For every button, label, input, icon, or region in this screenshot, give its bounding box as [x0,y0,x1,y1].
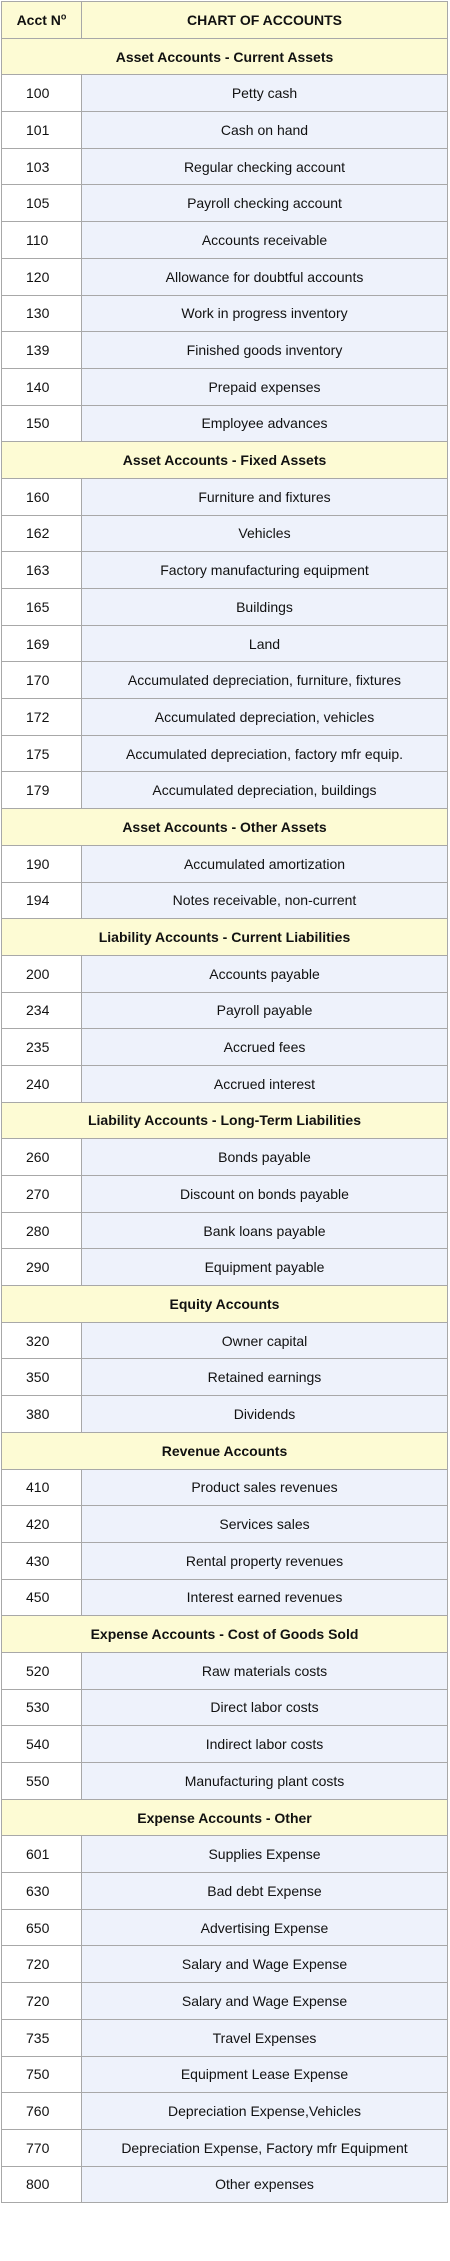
account-number: 735 [2,2019,82,2056]
account-name: Vehicles [82,515,448,552]
table-row [2,112,448,149]
account-number: 110 [2,222,82,259]
account-number: 175 [2,735,82,772]
account-name: Direct labor costs [82,1689,448,1726]
table-row [2,2019,448,2056]
table-row [2,1065,448,1102]
account-name: Retained earnings [82,1359,448,1396]
account-name: Supplies Expense [82,1836,448,1873]
account-name: Depreciation Expense, Factory mfr Equipment [82,2129,448,2166]
table-row [2,1396,448,1433]
table-row [2,1909,448,1946]
account-number: 420 [2,1506,82,1543]
account-name: Prepaid expenses [82,368,448,405]
table-row [2,1322,448,1359]
account-name: Salary and Wage Expense [82,1946,448,1983]
account-number: 179 [2,772,82,809]
account-name: Bad debt Expense [82,1873,448,1910]
section-header-row [2,1286,448,1323]
account-number: 150 [2,405,82,442]
section-title: Revenue Accounts [2,1432,448,1469]
account-name: Equipment Lease Expense [82,2056,448,2093]
table-row [2,1176,448,1213]
account-number: 162 [2,515,82,552]
table-row [2,552,448,589]
account-number: 410 [2,1469,82,1506]
section-header-row [2,1616,448,1653]
table-row [2,992,448,1029]
table-row [2,515,448,552]
account-name: Employee advances [82,405,448,442]
table-row [2,699,448,736]
section-title: Asset Accounts - Other Assets [2,809,448,846]
table-body [2,2,448,2203]
account-number: 105 [2,185,82,222]
account-number: 720 [2,1946,82,1983]
account-number: 101 [2,112,82,149]
account-number: 430 [2,1542,82,1579]
section-header-row [2,1102,448,1139]
section-header-row [2,38,448,75]
account-number: 240 [2,1065,82,1102]
account-name: Bank loans payable [82,1212,448,1249]
account-name: Indirect labor costs [82,1726,448,1763]
account-number: 290 [2,1249,82,1286]
account-number: 350 [2,1359,82,1396]
account-number: 550 [2,1763,82,1800]
table-row [2,772,448,809]
account-number: 750 [2,2056,82,2093]
account-number: 630 [2,1873,82,1910]
section-header-row [2,809,448,846]
table-row [2,845,448,882]
section-header-row [2,1799,448,1836]
account-number: 650 [2,1909,82,1946]
table-row [2,2129,448,2166]
table-row [2,589,448,626]
account-name: Accrued interest [82,1065,448,1102]
account-name: Discount on bonds payable [82,1176,448,1213]
table-row [2,2166,448,2203]
table-row [2,1836,448,1873]
account-name: Accumulated depreciation, vehicles [82,699,448,736]
table-row [2,1579,448,1616]
section-header-row [2,1432,448,1469]
table-row [2,662,448,699]
account-number: 234 [2,992,82,1029]
account-number: 169 [2,625,82,662]
table-row [2,1469,448,1506]
account-number: 120 [2,258,82,295]
account-number: 140 [2,368,82,405]
table-row [2,1212,448,1249]
table-row [2,1873,448,1910]
section-title: Liability Accounts - Long-Term Liabilities [2,1102,448,1139]
account-name: Land [82,625,448,662]
table-row [2,1946,448,1983]
section-title: Asset Accounts - Fixed Assets [2,442,448,479]
account-name: Other expenses [82,2166,448,2203]
account-number: 601 [2,1836,82,1873]
account-name: Allowance for doubtful accounts [82,258,448,295]
account-number: 280 [2,1212,82,1249]
table-row [2,1249,448,1286]
table-row [2,1542,448,1579]
table-header-row [2,2,448,39]
account-name: Interest earned revenues [82,1579,448,1616]
account-name: Accrued fees [82,1029,448,1066]
account-name: Work in progress inventory [82,295,448,332]
table-row [2,1726,448,1763]
account-name: Manufacturing plant costs [82,1763,448,1800]
table-row [2,735,448,772]
account-number: 720 [2,1983,82,2020]
table-row [2,882,448,919]
section-header-row [2,919,448,956]
acct-number-header-label: Acct N [16,11,61,28]
account-number: 320 [2,1322,82,1359]
table-row [2,478,448,515]
table-row [2,2093,448,2130]
account-number: 170 [2,662,82,699]
account-number: 270 [2,1176,82,1213]
table-row [2,405,448,442]
account-name: Factory manufacturing equipment [82,552,448,589]
account-number: 194 [2,882,82,919]
acct-number-header [2,2,82,39]
account-name: Product sales revenues [82,1469,448,1506]
account-name: Dividends [82,1396,448,1433]
account-number: 450 [2,1579,82,1616]
account-name: Petty cash [82,75,448,112]
account-name: Raw materials costs [82,1652,448,1689]
account-number: 200 [2,955,82,992]
table-row [2,222,448,259]
account-number: 770 [2,2129,82,2166]
account-name: Travel Expenses [82,2019,448,2056]
account-number: 235 [2,1029,82,1066]
table-row [2,1763,448,1800]
account-number: 380 [2,1396,82,1433]
table-row [2,368,448,405]
account-number: 520 [2,1652,82,1689]
account-name: Accounts payable [82,955,448,992]
account-name: Payroll checking account [82,185,448,222]
table-row [2,1652,448,1689]
account-name: Salary and Wage Expense [82,1983,448,2020]
account-name: Owner capital [82,1322,448,1359]
account-name: Equipment payable [82,1249,448,1286]
table-row [2,148,448,185]
section-title: Equity Accounts [2,1286,448,1323]
table-row [2,955,448,992]
account-number: 530 [2,1689,82,1726]
account-name: Advertising Expense [82,1909,448,1946]
account-name: Bonds payable [82,1139,448,1176]
account-name: Rental property revenues [82,1542,448,1579]
account-number: 103 [2,148,82,185]
account-name: Accumulated amortization [82,845,448,882]
account-name: Finished goods inventory [82,332,448,369]
section-title: Expense Accounts - Other [2,1799,448,1836]
account-name: Services sales [82,1506,448,1543]
account-name: Payroll payable [82,992,448,1029]
account-name: Depreciation Expense,Vehicles [82,2093,448,2130]
account-name: Notes receivable, non-current [82,882,448,919]
section-title: Asset Accounts - Current Assets [2,38,448,75]
account-name: Accumulated depreciation, furniture, fixtures [82,662,448,699]
account-number: 172 [2,699,82,736]
table-row [2,75,448,112]
table-row [2,1029,448,1066]
account-number: 190 [2,845,82,882]
table-row [2,185,448,222]
account-name: Accumulated depreciation, factory mfr equip. [82,735,448,772]
section-title: Expense Accounts - Cost of Goods Sold [2,1616,448,1653]
account-name: Accumulated depreciation, buildings [82,772,448,809]
acct-number-header-superscript: o [60,11,67,22]
table-row [2,1139,448,1176]
table-row [2,332,448,369]
account-number: 163 [2,552,82,589]
account-number: 800 [2,2166,82,2203]
account-number: 130 [2,295,82,332]
chart-title-header: CHART OF ACCOUNTS [82,2,448,39]
table-row [2,258,448,295]
table-row [2,625,448,662]
section-title: Liability Accounts - Current Liabilities [2,919,448,956]
account-number: 100 [2,75,82,112]
account-name: Regular checking account [82,148,448,185]
chart-of-accounts-table [1,1,448,2203]
section-header-row [2,442,448,479]
table-row [2,1983,448,2020]
account-name: Furniture and fixtures [82,478,448,515]
account-number: 139 [2,332,82,369]
account-number: 540 [2,1726,82,1763]
table-row [2,1359,448,1396]
account-number: 160 [2,478,82,515]
account-number: 260 [2,1139,82,1176]
account-name: Cash on hand [82,112,448,149]
account-name: Accounts receivable [82,222,448,259]
account-number: 760 [2,2093,82,2130]
table-row [2,2056,448,2093]
account-number: 165 [2,589,82,626]
table-row [2,1506,448,1543]
table-row [2,295,448,332]
account-name: Buildings [82,589,448,626]
table-row [2,1689,448,1726]
